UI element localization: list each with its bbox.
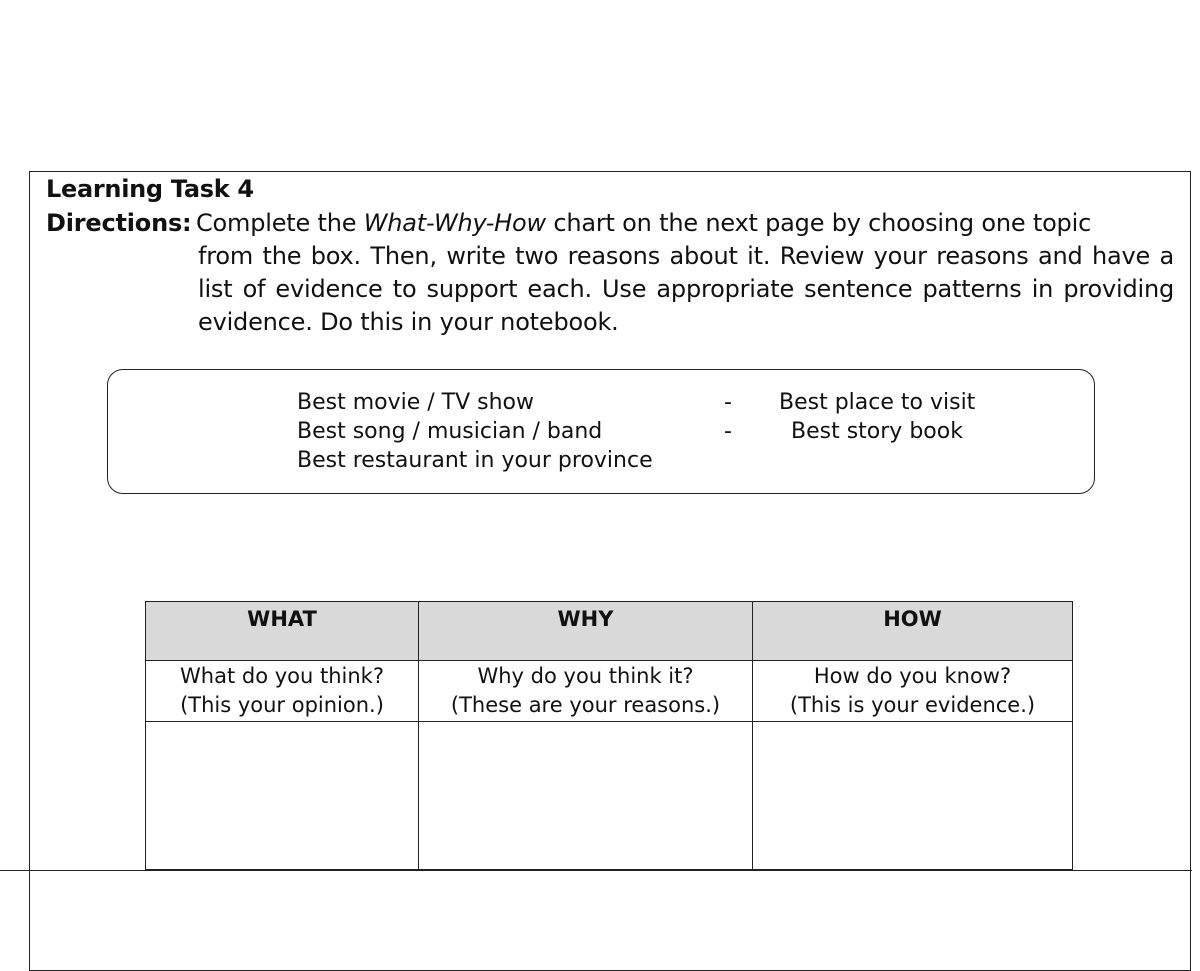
topic-box [107,369,1095,494]
why-note: (These are your reasons.) [450,693,721,717]
topic-option: Best restaurant in your province [297,448,653,473]
chart-answer-row [146,722,1073,870]
directions-label: Directions: [46,209,192,237]
how-question: How do you know? [813,664,1012,688]
directions-emphasis: What-Why-How [363,209,546,237]
header-why: WHY [419,602,753,661]
what-note: (This your opinion.) [180,693,384,717]
directions-text-start: Complete the [196,209,364,237]
chart-header-row [146,602,1073,661]
how-answer-cell [753,722,1073,870]
what-question: What do you think? [180,664,384,688]
topic-option: Best story book [791,419,963,444]
directions-body: from the box. Then, write two reasons about it. Review your reasons and have a list of evidence to support each. Use appropriate sentence patterns in providing evidence. Do this in your notebook. [198,242,1174,336]
topic-option: Best song / musician / band [297,419,603,444]
topic-option: Best place to visit [779,390,976,415]
chart-prompt-row [146,661,1073,722]
how-note: (This is your evidence.) [789,693,1036,717]
directions-text-continued: chart on the next page by choosing one topic [545,209,1092,237]
header-how: HOW [753,602,1073,661]
page-divider [0,870,1192,871]
what-why-how-chart [145,601,1073,870]
why-question: Why do you think it? [477,664,694,688]
what-prompt-cell [146,661,419,722]
what-answer-cell [146,722,419,870]
directions-first-line [46,207,1174,240]
header-what: WHAT [146,602,419,661]
topic-separator: - [724,390,732,415]
why-prompt-cell [419,661,753,722]
task-title: Learning Task 4 [46,175,254,203]
how-prompt-cell [753,661,1073,722]
topic-option: Best movie / TV show [297,390,535,415]
why-answer-cell [419,722,753,870]
directions [46,207,1174,339]
topic-separator: - [724,419,732,444]
